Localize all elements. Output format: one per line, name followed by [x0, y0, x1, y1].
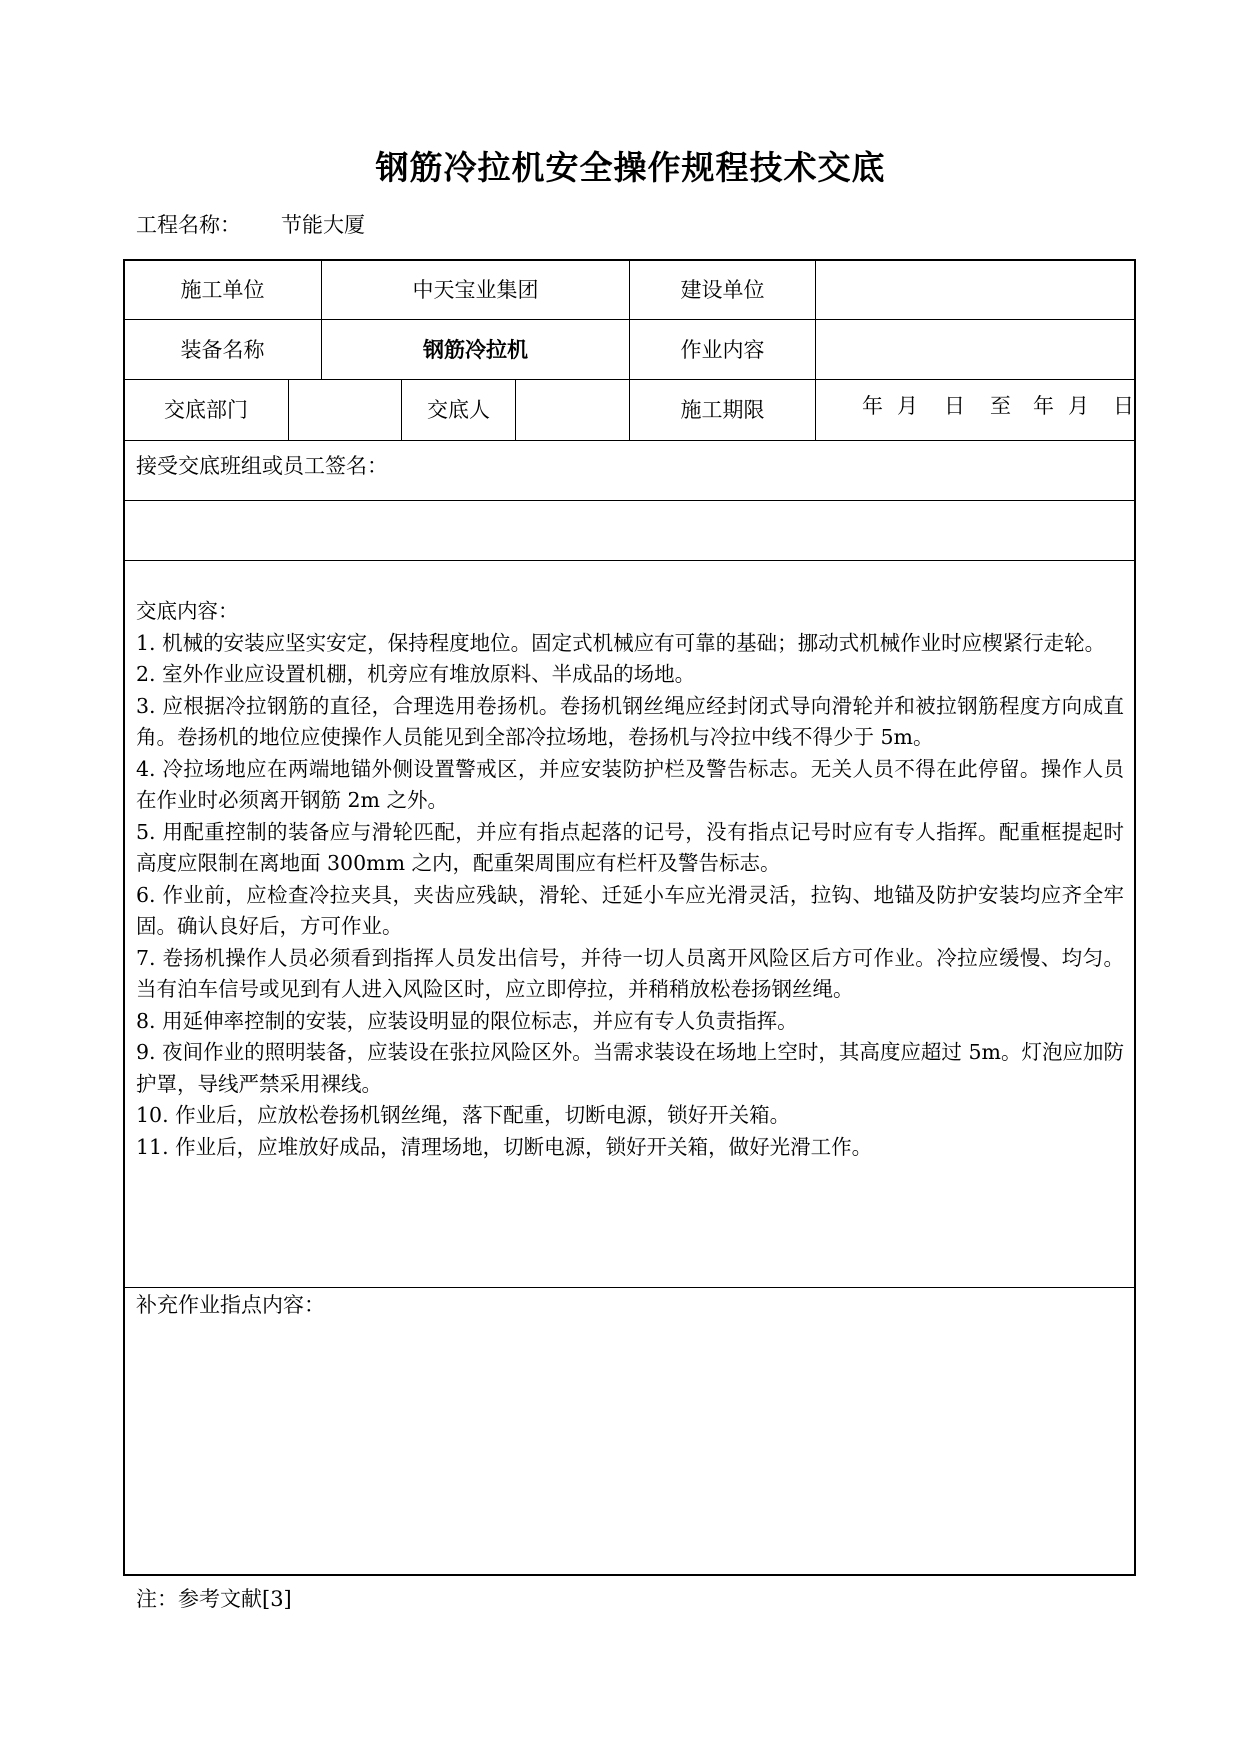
project-name-row — [136, 210, 365, 240]
owner-unit-value — [816, 260, 1134, 319]
supplement-label: 补充作业指点内容： — [136, 1293, 325, 1317]
equipment-name-label: 装备名称 — [180, 337, 265, 362]
briefing-department-value — [289, 380, 401, 440]
period-year-start: 年 — [862, 394, 883, 418]
content-item-6: 6. 作业前，应检查冷拉夹具，夹齿应残缺，滑轮、迁延小车应光滑灵活，拉钩、地锚及防护安装均应齐全牢固。确认良好后，方可作业。 — [136, 882, 1124, 938]
document-title: 钢筋冷拉机安全操作规程技术交底 — [375, 148, 886, 187]
content-item-8: 8. 用延伸率控制的安装，应装设明显的限位标志，并应有专人负责指挥。 — [136, 1008, 798, 1033]
content-item-3: 3. 应根据冷拉钢筋的直径，合理选用卷扬机。卷扬机钢丝绳应经封闭式导向滑轮并和被拉钢筋程度方向成直角。卷扬机的地位应使操作人员能见到全部冷拉场地，卷扬机与冷拉中线不得少于 5m。 — [136, 693, 1124, 749]
content-item-11: 11. 作业后，应堆放好成品，清理场地，切断电源，锁好开关箱，做好光滑工作。 — [136, 1134, 873, 1159]
content-item-1: 1. 机械的安装应坚实安定，保持程度地位。固定式机械应有可靠的基础；挪动式机械作业时应楔紧行走轮。 — [136, 630, 1106, 655]
reference-note: 注：参考文献[3] — [136, 1587, 292, 1611]
period-month-end: 月 — [1068, 394, 1089, 418]
content-heading: 交底内容： — [136, 599, 239, 623]
period-to: 至 — [990, 394, 1011, 418]
briefing-department-label: 交底部门 — [164, 398, 248, 422]
period-day-start: 日 — [944, 394, 965, 418]
content-item-7: 7. 卷扬机操作人员必须看到指挥人员发出信号，并待一切人员离开风险区后方可作业。冷拉应缓慢、均匀。当有泊车信号或见到有人进入风险区时，应立即停拉，并稍稍放松卷扬钢丝绳。 — [136, 945, 1124, 1001]
briefing-content — [136, 596, 1124, 1163]
equipment-name-value: 钢筋冷拉机 — [423, 337, 528, 362]
construction-unit-value: 中天宝业集团 — [412, 277, 539, 302]
project-name-label: 工程名称： — [136, 213, 241, 237]
construction-unit-label: 施工单位 — [180, 277, 265, 302]
content-item-2: 2. 室外作业应设置机棚，机旁应有堆放原料、半成品的场地。 — [136, 662, 696, 686]
work-content-value — [816, 320, 1134, 379]
period-year-end: 年 — [1033, 394, 1054, 418]
row-divider — [124, 500, 1135, 501]
work-content-label: 作业内容 — [680, 337, 765, 362]
content-item-9: 9. 夜间作业的照明装备，应装设在张拉风险区外。当需求装设在场地上空时，其高度应超过 5m。灯泡应加防护罩，导线严禁采用裸线。 — [136, 1040, 1124, 1096]
row-divider — [124, 440, 1135, 441]
content-item-5: 5. 用配重控制的装备应与滑轮匹配，并应有指点起落的记号，没有指点记号时应有专人指挥。配重框提起时高度应限制在离地面 300mm 之内，配重架周围应有栏杆及警告标志。 — [136, 819, 1124, 875]
row-divider — [124, 1287, 1135, 1288]
briefing-person-label: 交底人 — [427, 398, 490, 422]
period-month-start: 月 — [897, 394, 918, 418]
project-name-value: 节能大厦 — [281, 213, 365, 237]
construction-period-label: 施工期限 — [680, 398, 765, 422]
content-item-10: 10. 作业后，应放松卷扬机钢丝绳，落下配重，切断电源，锁好开关箱。 — [136, 1103, 791, 1127]
signature-label: 接受交底班组或员工签名： — [136, 454, 388, 478]
briefing-person-value — [516, 380, 629, 440]
content-item-4: 4. 冷拉场地应在两端地锚外侧设置警戒区，并应安装防护栏及警告标志。无关人员不得在此停留。操作人员在作业时必须离开钢筋 2m 之外。 — [136, 756, 1124, 812]
owner-unit-label: 建设单位 — [680, 277, 765, 302]
period-day-end: 日 — [1113, 394, 1134, 418]
row-divider — [124, 560, 1135, 561]
